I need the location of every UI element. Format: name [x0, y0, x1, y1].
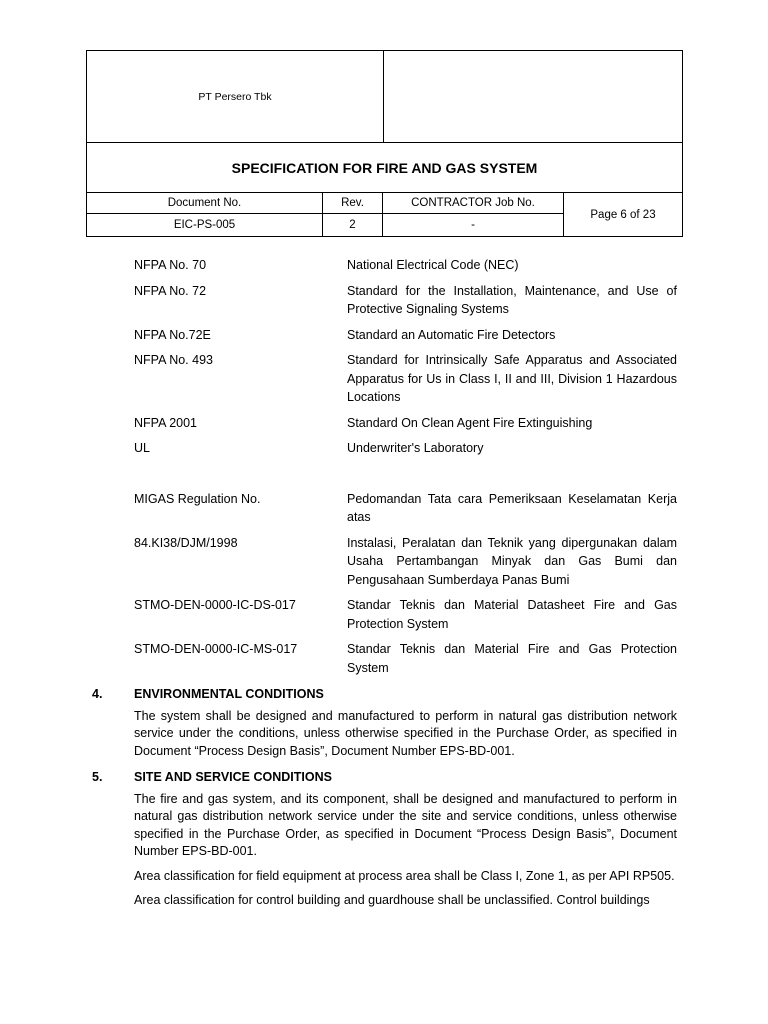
reference-item	[134, 326, 677, 345]
section-paragraph: The fire and gas system, and its component, shall be designed and manufactured to perform in natural gas distribution network service under the site and service conditions, unless otherwise specified in the Purchase Order, as specified in Document “Process Design Basis”, Document Number EPS-BD-001.	[134, 791, 677, 858]
reference-description: Underwriter's Laboratory	[347, 441, 484, 455]
reference-item	[134, 534, 677, 590]
reference-item	[134, 490, 677, 527]
reference-item	[134, 256, 677, 275]
section-number: 4.	[92, 687, 103, 701]
reference-description: Standard an Automatic Fire Detectors	[347, 327, 556, 342]
reference-item	[134, 596, 677, 633]
reference-description: Instalasi, Peralatan dan Teknik yang dipergunakan dalam Usaha Pertambangan Minyak dan Gas Bumi dan Pengusahaan Sumberdaya Panas Bumi	[347, 535, 677, 587]
reference-code: NFPA No. 70	[134, 258, 207, 272]
section-paragraph: Area classification for control building and guardhouse shall be unclassified. Control buildings	[134, 893, 650, 907]
reference-code: MIGAS Regulation No.	[134, 491, 261, 506]
company-name: PT Persero Tbk	[87, 51, 384, 143]
reference-item	[134, 282, 677, 319]
reference-code: 84.KI38/DJM/1998	[134, 535, 238, 550]
reference-code: STMO-DEN-0000-IC-MS-017	[134, 642, 298, 656]
document-header	[86, 50, 683, 237]
section-heading	[92, 769, 677, 787]
reference-code: STMO-DEN-0000-IC-DS-017	[134, 598, 296, 612]
reference-code: UL	[134, 441, 150, 455]
reference-item	[134, 414, 677, 433]
section-paragraph: The system shall be designed and manufactured to perform in natural gas distribution network service under the conditions, unless otherwise specified in the Purchase Order, as specified in Document “Process Design Basis”, Document Number EPS-BD-001.	[134, 708, 677, 758]
contractor-job-value: -	[383, 214, 564, 236]
reference-code: NFPA No.72E	[134, 327, 211, 342]
rev-label: Rev.	[323, 193, 383, 214]
section-number: 5.	[92, 770, 103, 784]
document-title: SPECIFICATION FOR FIRE AND GAS SYSTEM	[87, 143, 682, 193]
doc-no-value: EIC-PS-005	[87, 214, 323, 236]
reference-list	[134, 256, 677, 684]
reference-description: Standard for the Installation, Maintenance, and Use of Protective Signaling Systems	[347, 283, 677, 316]
reference-description: Standard On Clean Agent Fire Extinguishing	[347, 415, 593, 430]
rev-value: 2	[323, 214, 383, 236]
logo-area	[384, 51, 682, 143]
reference-description: Standar Teknis dan Material Datasheet Fire and Gas Protection System	[347, 598, 677, 631]
section-title: ENVIRONMENTAL CONDITIONS	[134, 687, 324, 701]
page-number: Page 6 of 23	[590, 208, 656, 221]
reference-item	[134, 640, 677, 677]
section-title: SITE AND SERVICE CONDITIONS	[134, 770, 332, 784]
reference-item	[134, 351, 677, 407]
reference-item	[134, 439, 677, 458]
doc-no-label: Document No.	[87, 193, 323, 214]
reference-description: Pedomandan Tata cara Pemeriksaan Keselamatan Kerja atas	[347, 491, 677, 524]
contractor-job-label: CONTRACTOR Job No.	[383, 193, 564, 214]
reference-description: Standar Teknis dan Material Fire and Gas Protection System	[347, 642, 677, 675]
section-heading	[92, 686, 677, 704]
section-site-and-service-conditions	[92, 769, 677, 917]
section-environmental-conditions	[92, 686, 677, 767]
reference-description: National Electrical Code (NEC)	[347, 258, 519, 272]
section-paragraph: Area classification for field equipment at process area shall be Class I, Zone 1, as per API RP505.	[134, 868, 675, 883]
reference-code: NFPA No. 72	[134, 283, 207, 298]
spacer	[134, 465, 677, 490]
reference-code: NFPA 2001	[134, 415, 198, 430]
reference-code: NFPA No. 493	[134, 353, 213, 367]
reference-description: Standard for Intrinsically Safe Apparatus and Associated Apparatus for Us in Class I, II and III, Division 1 Hazardous Locations	[347, 353, 677, 404]
